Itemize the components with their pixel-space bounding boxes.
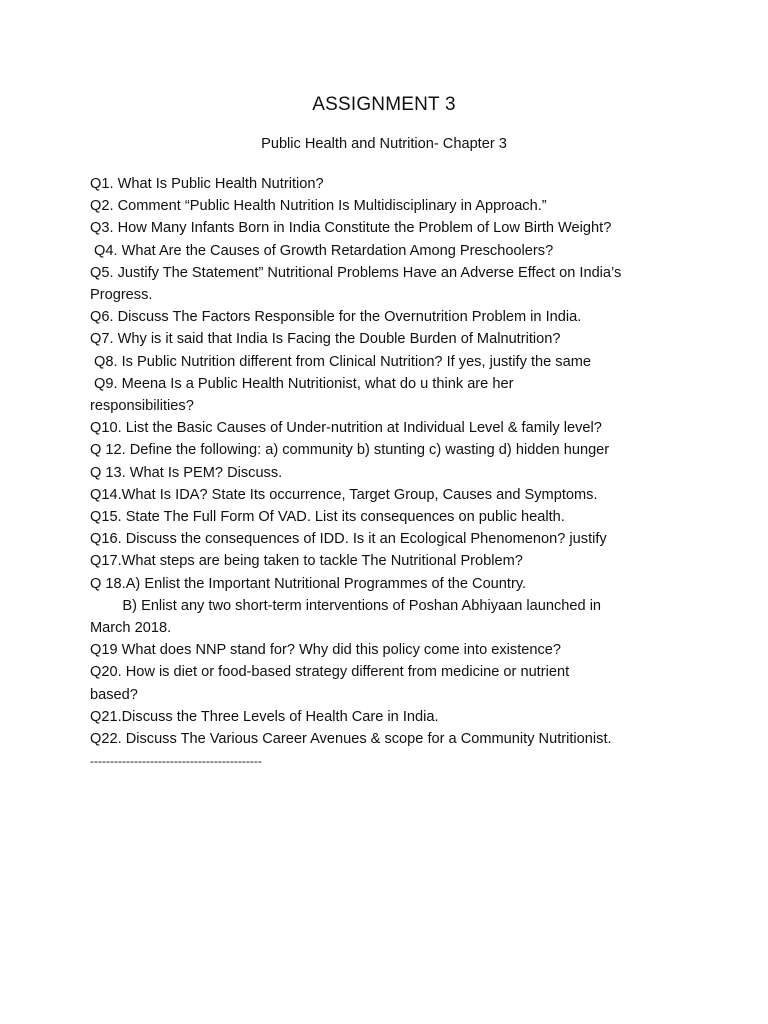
question-line: Q6. Discuss The Factors Responsible for the Overnutrition Problem in India. — [90, 309, 582, 326]
question-line: Q5. Justify The Statement” Nutritional Problems Have an Adverse Effect on India’s — [90, 264, 622, 281]
question-line: Q7. Why is it said that India Is Facing the Double Burden of Malnutrition? — [90, 331, 561, 348]
question-line: Q17.What steps are being taken to tackle The Nutritional Problem? — [90, 553, 523, 570]
question-line: Q 13. What Is PEM? Discuss. — [90, 464, 283, 481]
question-line: Q1. What Is Public Health Nutrition? — [90, 176, 324, 192]
question-line: Q19 What does NNP stand for? Why did this policy come into existence? — [90, 642, 562, 659]
question-line: Q 12. Define the following: a) community b) stunting c) wasting d) hidden hunger — [90, 442, 610, 459]
question-line: responsibilities? — [90, 398, 194, 415]
question-line: Q8. Is Public Nutrition different from Clinical Nutrition? If yes, justify the same — [90, 353, 591, 370]
question-line: Q21.Discuss the Three Levels of Health Care in India. — [90, 708, 439, 725]
question-line: Q9. Meena Is a Public Health Nutritionist, what do u think are her — [90, 375, 514, 392]
question-line: Q 18.A) Enlist the Important Nutritional Programmes of the Country. — [90, 575, 527, 592]
question-line: Q3. How Many Infants Born in India Constitute the Problem of Low Birth Weight? — [90, 220, 612, 237]
question-line: Q14.What Is IDA? State Its occurrence, Target Group, Causes and Symptoms. — [90, 486, 598, 503]
question-line: Q20. How is diet or food-based strategy different from medicine or nutrient — [90, 664, 570, 681]
question-line: Q10. List the Basic Causes of Under-nutrition at Individual Level & family level? — [90, 420, 602, 437]
question-line: Q16. Discuss the consequences of IDD. Is it an Ecological Phenomenon? justify — [90, 531, 607, 548]
question-list — [90, 173, 690, 772]
question-line: Q22. Discuss The Various Career Avenues & scope for a Community Nutritionist. — [90, 731, 612, 748]
question-line: Q15. State The Full Form Of VAD. List its consequences on public health. — [90, 509, 565, 526]
question-line: March 2018. — [90, 620, 172, 637]
question-line: Progress. — [90, 287, 153, 304]
question-line: Q4. What Are the Causes of Growth Retardation Among Preschoolers? — [90, 242, 554, 259]
page-subtitle: Public Health and Nutrition- Chapter 3 — [261, 136, 507, 152]
question-line: based? — [90, 686, 138, 703]
page-title: ASSIGNMENT 3 — [312, 94, 456, 115]
question-line: Q2. Comment “Public Health Nutrition Is Multidisciplinary in Approach.” — [90, 198, 547, 215]
dashed-rule: ------------------------------------------- — [90, 754, 262, 769]
question-line: B) Enlist any two short-term interventions of Poshan Abhiyaan launched in — [90, 597, 602, 614]
